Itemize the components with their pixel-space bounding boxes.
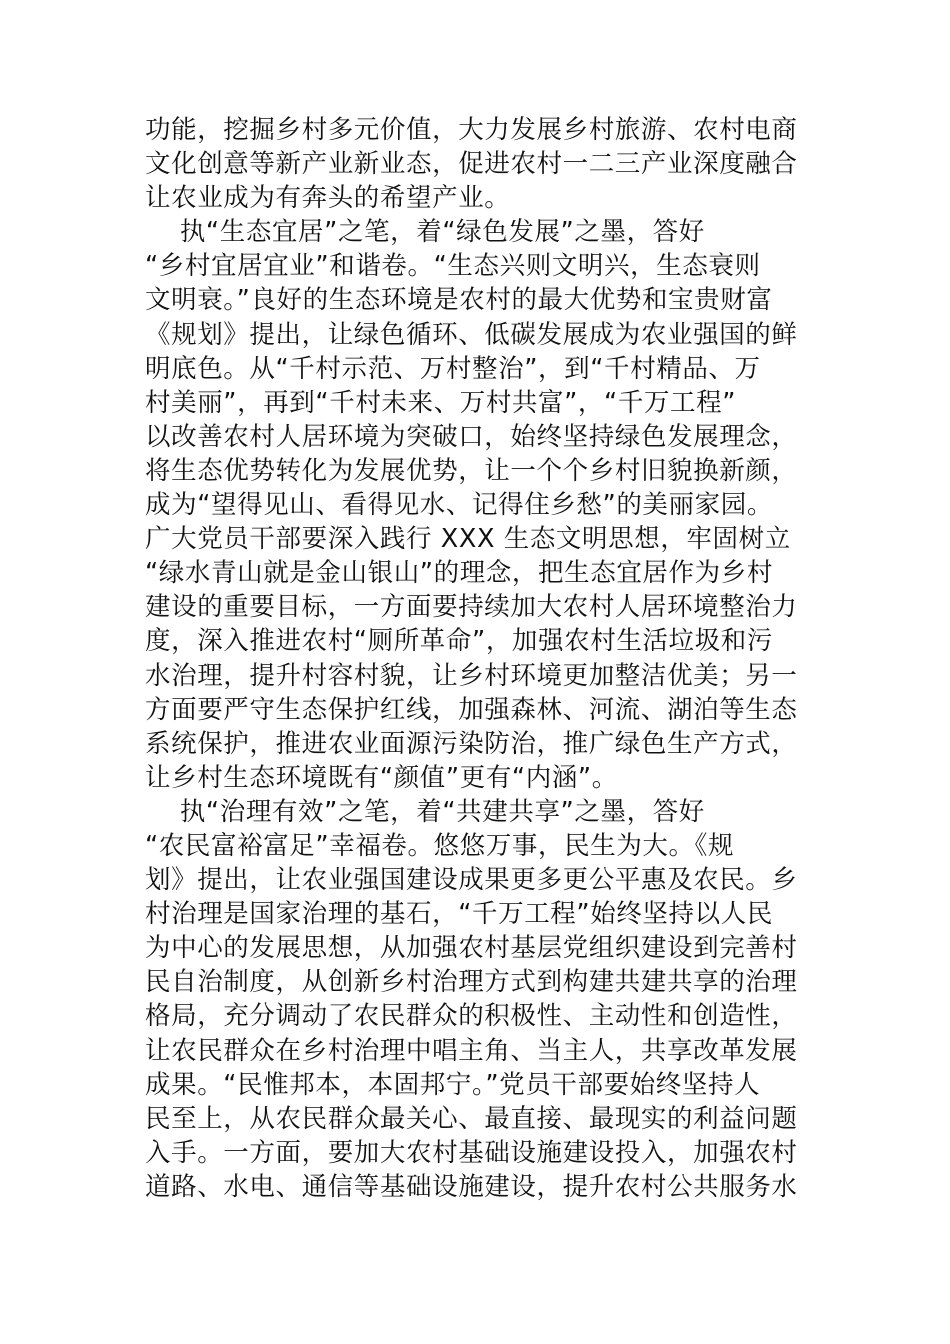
text-line: 《规划》提出，让绿色循环、低碳发展成为农业强国的鲜 [145,319,798,350]
text-line: 系统保护，推进农业面源污染防治，推广绿色生产方式， [145,728,798,759]
text-line: 明底色。从“千村示范、万村整治”，到“千村精品、万 [145,353,761,384]
text-line: 以改善农村人居环境为突破口，始终坚持绿色发展理念， [145,421,798,452]
text-line: 成为“望得见山、看得见水、记得住乡愁”的美丽家园。 [145,490,773,521]
text-line: 民自治制度，从创新乡村治理方式到构建共建共享的治理 [145,967,798,998]
text-line: 让乡村生态环境既有“颜值”更有“内涵”。 [145,762,618,793]
text-line: 村美丽”，再到“千村未来、万村共富”，“千万工程” [145,387,737,418]
text-line: 方面要严守生态保护红线，加强森林、河流、湖泊等生态 [145,694,798,725]
text-line: 民至上，从农民群众最关心、最直接、最现实的利益问题 [145,1103,798,1134]
text-line: 文明衰。”良好的生态环境是农村的最大优势和宝贵财富 [145,285,773,316]
text-line: 功能，挖掘乡村多元价值，大力发展乡村旅游、农村电商 [145,115,798,145]
text-line: 建设的重要目标，一方面要持续加大农村人居环境整治力 [145,592,798,623]
text-line: 执“治理有效”之笔，着“共建共享”之墨，答好 [145,796,705,827]
text-line: 度，深入推进农村“厕所革命”，加强农村生活垃圾和污 [145,626,773,657]
text-line: 划》提出，让农业强国建设成果更多更公平惠及农民。乡 [145,865,798,896]
text-line: 执“生态宜居”之笔，着“绿色发展”之墨，答好 [145,217,705,248]
text-line: “乡村宜居宜业”和谐卷。“生态兴则文明兴，生态衰则 [145,251,761,282]
text-line: 文化创意等新产业新业态，促进农村一二三产业深度融合 [145,149,798,180]
text-line: 为中心的发展思想，从加强农村基层党组织建设到完善村 [145,933,798,964]
text-line: “绿水青山就是金山银山”的理念，把生态宜居作为乡村 [145,558,773,589]
text-line: 让农民群众在乡村治理中唱主角、当主人，共享改革发展 [145,1035,798,1066]
text-line: 让农业成为有奔头的希望产业。 [145,183,511,214]
text-line: 广大党员干部要深入践行 XXX 生态文明思想，牢固树立 [145,524,791,555]
text-line: 村治理是国家治理的基石，“千万工程”始终坚持以人民 [145,899,773,930]
text-line: 水治理，提升村容村貌，让乡村环境更加整洁优美；另一 [145,660,798,691]
text-line: 成果。“民惟邦本，本固邦宁。”党员干部要始终坚持人 [145,1069,761,1100]
text-line: 道路、水电、通信等基础设施建设，提升农村公共服务水 [145,1171,798,1202]
text-line: 入手。一方面，要加大农村基础设施建设投入，加强农村 [145,1137,798,1168]
text-line: 将生态优势转化为发展优势，让一个个乡村旧貌换新颜， [145,455,798,486]
body-text [145,113,825,1204]
text-line: “农民富裕富足”幸福卷。悠悠万事，民生为大。《规 [145,830,735,861]
text-line: 格局，充分调动了农民群众的积极性、主动性和创造性， [145,1001,798,1032]
